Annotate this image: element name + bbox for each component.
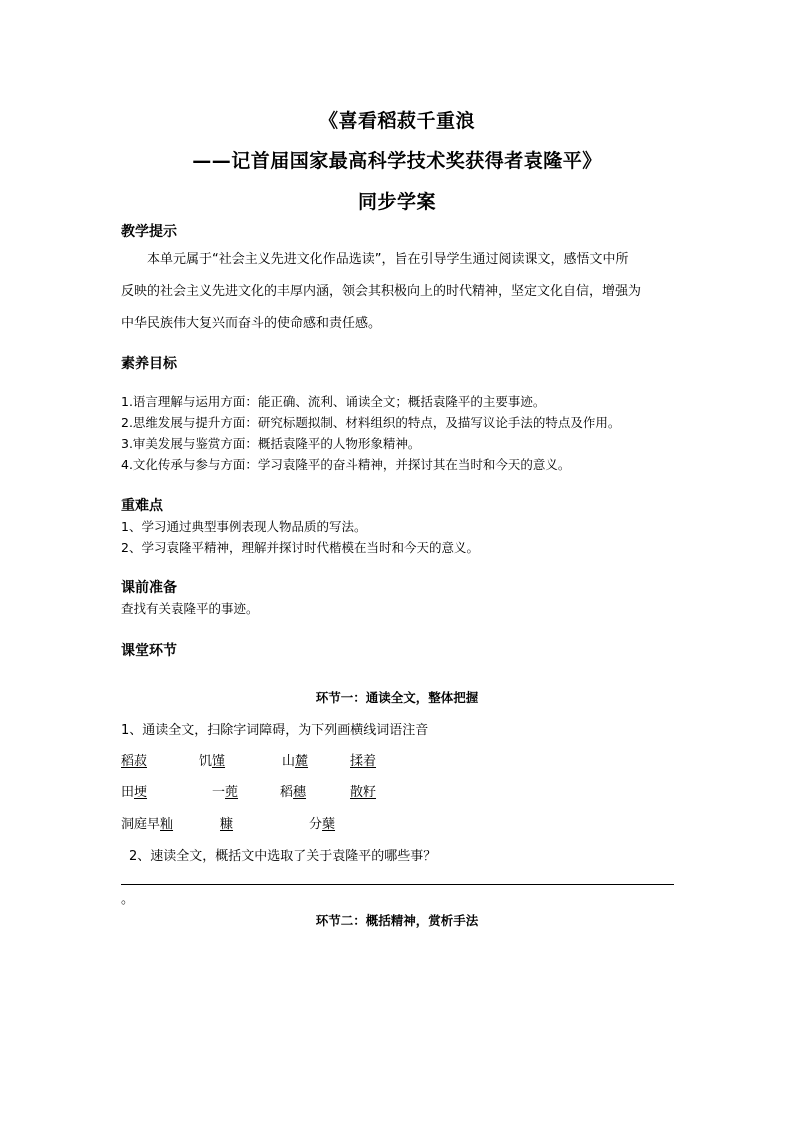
prep-heading: 课前准备: [121, 580, 177, 596]
goal-item-3: 3.审美发展与鉴赏方面：概括袁隆平的人物形象精神。: [121, 436, 421, 451]
word-rouzhe: 揉着: [350, 754, 377, 769]
goal-item-2: 2.思维发展与提升方面：研究标题拟制、材料组织的特点，及描写议论手法的特点及作用。: [121, 415, 621, 430]
word-daosui: 稻穗: [280, 785, 307, 800]
word-fennie: 分蘖: [309, 817, 336, 832]
word-dongtingzaoxian: 洞庭早籼: [121, 817, 174, 832]
word-sanzi: 散籽: [350, 785, 377, 800]
hint-heading: 教学提示: [121, 224, 177, 240]
goals-heading: 素养目标: [121, 356, 177, 372]
key-heading: 重难点: [121, 498, 163, 514]
answer-end-mark: 。: [121, 892, 135, 907]
goal-item-4: 4.文化传承与参与方面：学习袁隆平的奋斗精神，并探讨其在当时和今天的意义。: [121, 457, 571, 472]
word-tiangeng: 田埂: [121, 785, 148, 800]
key-item-1: 1、学习通过典型事例表现人物品质的写法。: [121, 519, 367, 534]
title-line-3: 同步学案: [357, 191, 436, 213]
section-1-heading: 环节一：通读全文，整体把握: [315, 690, 479, 705]
question-2: 2、速读全文，概括文中选取了关于袁隆平的哪些事？: [129, 849, 437, 864]
word-shanlu: 山麓: [282, 754, 309, 769]
classroom-heading: 课堂环节: [121, 643, 177, 659]
title-line-1: 《喜看稻菽千重浪: [318, 110, 475, 132]
hint-line-3: 中华民族伟大复兴而奋斗的使命感和责任感。: [121, 316, 382, 331]
section-2-heading: 环节二：概括精神，赏析手法: [315, 913, 479, 928]
key-item-2: 2、学习袁隆平精神，理解并探讨时代楷模在当时和今天的意义。: [121, 540, 479, 555]
word-kang: 糠: [220, 817, 234, 832]
goal-item-1: 1.语言理解与运用方面：能正确、流利、诵读全文；概括袁隆平的主要事迹。: [121, 394, 546, 409]
word-daoshu: 稻菽: [121, 754, 148, 769]
answer-line: [121, 884, 674, 885]
word-yidou: 一蔸: [212, 785, 239, 800]
word-jijin: 饥馑: [199, 754, 226, 769]
hint-line-1: 本单元属于“社会主义先进文化作品选读”，旨在引导学生通过阅读课文，感悟文中所: [147, 252, 629, 267]
prep-text: 查找有关袁隆平的事迹。: [121, 601, 259, 616]
title-line-2: ——记首届国家最高科学技术奖获得者袁隆平》: [192, 150, 602, 172]
question-1: 1、通读全文，扫除字词障碍，为下列画横线词语注音: [121, 723, 429, 738]
hint-line-2: 反映的社会主义先进文化的丰厚内涵，领会其积极向上的时代精神，坚定文化自信，增强为: [121, 284, 642, 299]
